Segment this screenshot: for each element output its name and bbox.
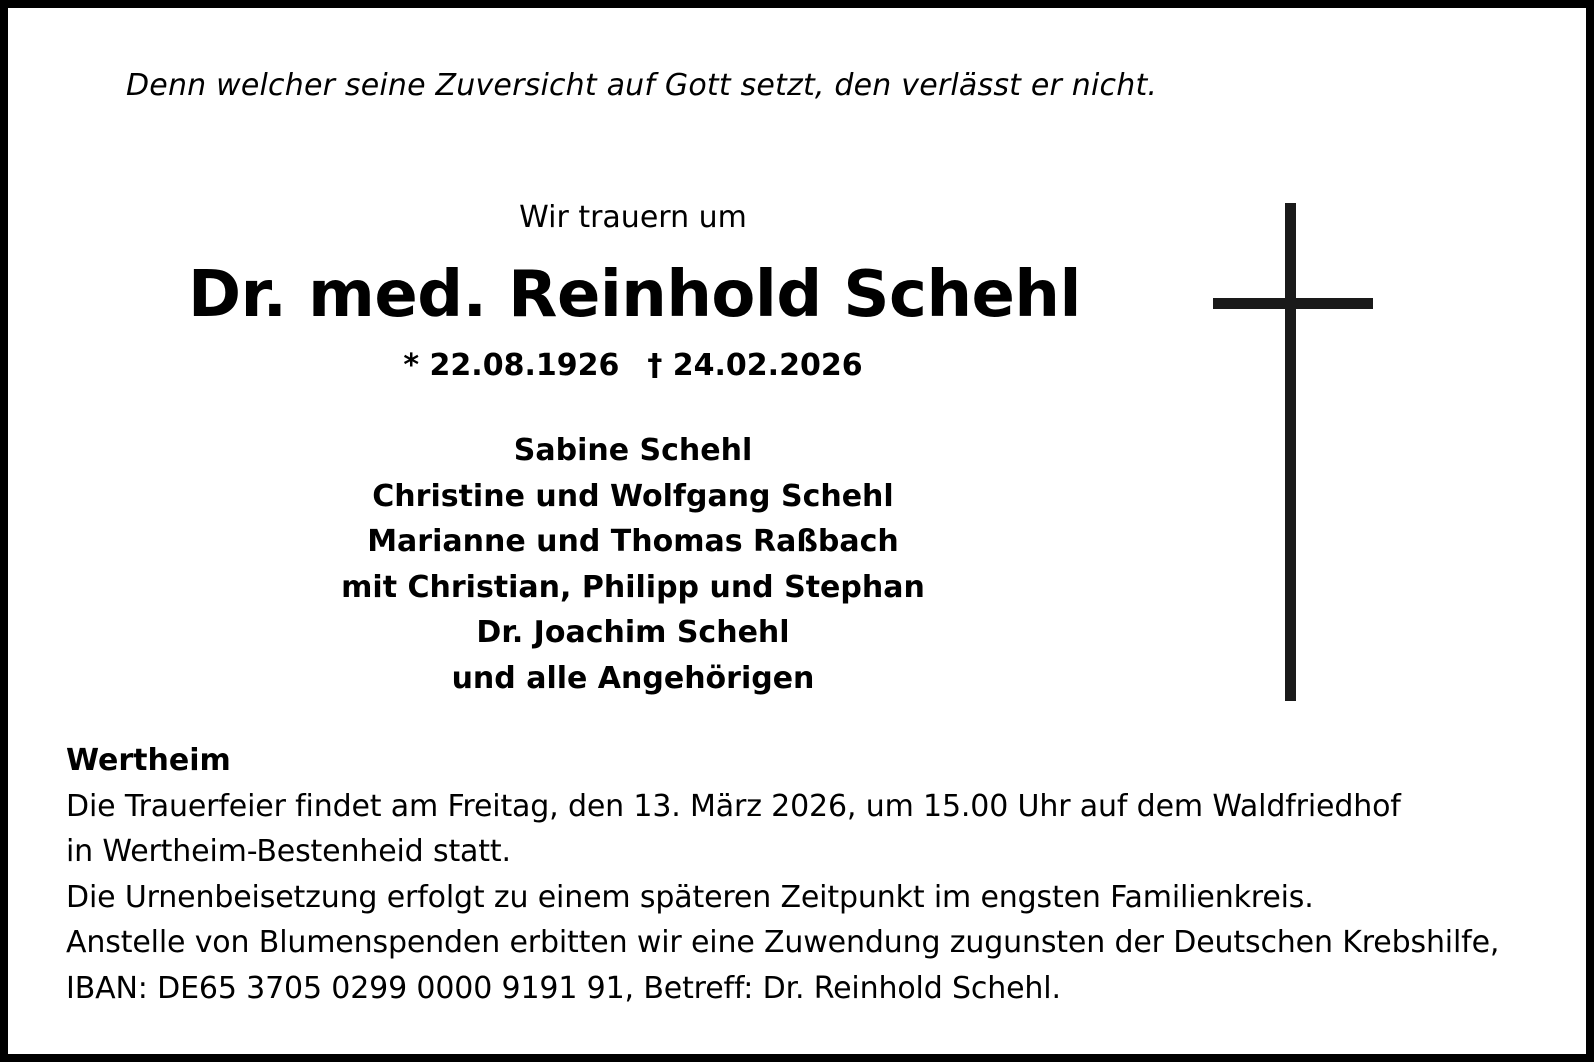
mourner-name: Marianne und Thomas Raßbach (367, 524, 899, 559)
mourner-name: mit Christian, Philipp und Stephan (341, 569, 925, 605)
life-dates (188, 348, 1078, 383)
cross-horizontal-bar (1213, 298, 1373, 309)
place-name: Wertheim (66, 743, 231, 778)
cross-icon (1208, 203, 1373, 703)
mourner-name: Dr. Joachim Schehl (476, 615, 790, 650)
info-line: IBAN: DE65 3705 0299 0000 9191 91, Betreff: Dr. Reinhold Schehl. (66, 970, 1061, 1006)
death-date: † 24.02.2026 (647, 348, 863, 383)
mourner-name: Christine und Wolfgang Schehl (372, 478, 894, 514)
deceased-name: Dr. med. Reinhold Schehl (188, 258, 1081, 332)
mourner-name: Sabine Schehl (513, 433, 753, 468)
funeral-info (66, 738, 1566, 1011)
cross-vertical-bar (1285, 203, 1296, 701)
mourners-list (188, 428, 1078, 701)
bible-verse: Denn welcher seine Zuversicht auf Gott setzt, den verlässt er nicht. (126, 68, 1158, 103)
info-line: Die Trauerfeier findet am Freitag, den 13. März 2026, um 15.00 Uhr auf dem Waldfriedhof (66, 788, 1401, 824)
info-line: Die Urnenbeisetzung erfolgt zu einem späteren Zeitpunkt im engsten Familienkreis. (66, 879, 1314, 915)
info-line: Anstelle von Blumenspenden erbitten wir eine Zuwendung zugunsten der Deutschen Krebshilfe, (66, 925, 1500, 960)
intro-text: Wir trauern um (519, 200, 747, 235)
info-line: in Wertheim-Bestenheid statt. (66, 834, 511, 869)
mourner-name: und alle Angehörigen (451, 660, 815, 696)
birth-date: * 22.08.1926 (403, 348, 620, 383)
